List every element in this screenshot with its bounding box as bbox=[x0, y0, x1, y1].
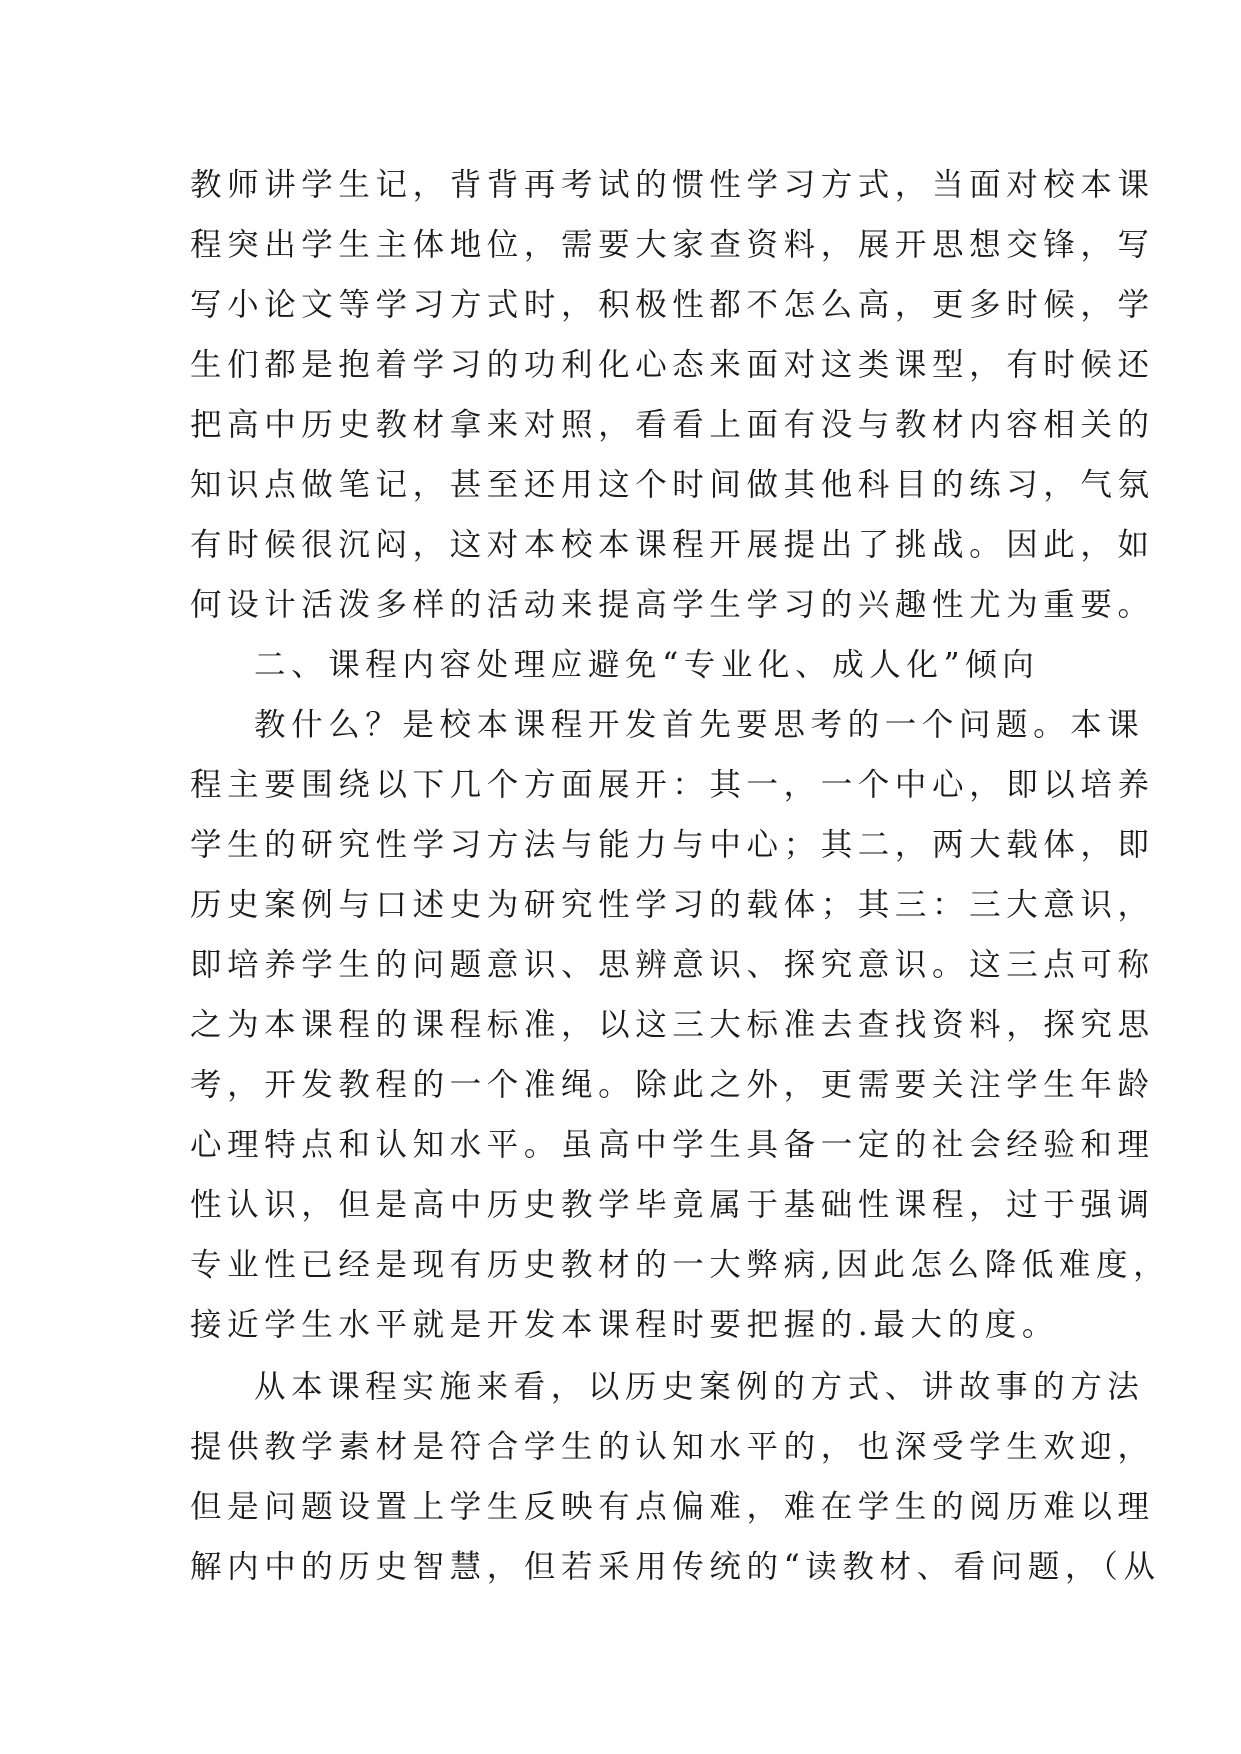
text-line: 即培养学生的问题意识、思辨意识、探究意识。这三点可称 bbox=[190, 947, 1155, 983]
text-line: 教什么？是校本课程开发首先要思考的一个问题。本课 bbox=[254, 707, 1145, 743]
text-line: 性认识，但是高中历史教学毕竟属于基础性课程，过于强调 bbox=[190, 1187, 1155, 1223]
text-line: 专业性已经是现有历史教材的一大弊病,因此怎么降低难度， bbox=[190, 1247, 1171, 1283]
document-body bbox=[190, 155, 1171, 1597]
text-line: 心理特点和认知水平。虽高中学生具备一定的社会经验和理 bbox=[190, 1127, 1155, 1163]
text-line: 接近学生水平就是开发本课程时要把握的.最大的度。 bbox=[190, 1307, 1059, 1343]
text-line: 但是问题设置上学生反映有点偏难，难在学生的阅历难以理 bbox=[190, 1489, 1155, 1525]
paragraph-3 bbox=[190, 1357, 1161, 1597]
text-line: 考，开发教程的一个准绳。除此之外，更需要关注学生年龄 bbox=[190, 1067, 1155, 1103]
text-line: 生们都是抱着学习的功利化心态来面对这类课型，有时候还 bbox=[190, 347, 1155, 383]
text-line: 学生的研究性学习方法与能力与中心；其二，两大载体，即 bbox=[190, 827, 1155, 863]
text-line: 写小论文等学习方式时，积极性都不怎么高，更多时候，学 bbox=[190, 287, 1155, 323]
text-line: 从本课程实施来看，以历史案例的方式、讲故事的方法 bbox=[254, 1369, 1145, 1405]
paragraph-2 bbox=[190, 695, 1171, 1355]
text-line: 把高中历史教材拿来对照，看看上面有没与教材内容相关的 bbox=[190, 407, 1155, 443]
text-line: 教师讲学生记，背背再考试的惯性学习方式，当面对校本课 bbox=[190, 167, 1155, 203]
text-line: 历史案例与口述史为研究性学习的载体；其三：三大意识， bbox=[190, 887, 1155, 923]
text-line: 之为本课程的课程标准，以这三大标准去查找资料，探究思 bbox=[190, 1007, 1155, 1043]
paragraph-1 bbox=[190, 155, 1155, 635]
text-line: 知识点做笔记，甚至还用这个时间做其他科目的练习，气氛 bbox=[190, 467, 1155, 503]
text-line: 何设计活泼多样的活动来提高学生学习的兴趣性尤为重要。 bbox=[190, 587, 1155, 623]
text-line: 程主要围绕以下几个方面展开：其一，一个中心，即以培养 bbox=[190, 767, 1155, 803]
text-line: 有时候很沉闷，这对本校本课程开展提出了挑战。因此，如 bbox=[190, 527, 1155, 563]
text-line: 提供教学素材是符合学生的认知水平的，也深受学生欢迎， bbox=[190, 1429, 1155, 1465]
section-heading: 二、课程内容处理应避免“专业化、成人化”倾向 bbox=[254, 647, 1040, 683]
text-line: 解内中的历史智慧，但若采用传统的“读教材、看问题，（从 bbox=[190, 1549, 1161, 1585]
text-line: 程突出学生主体地位，需要大家查资料，展开思想交锋，写 bbox=[190, 227, 1155, 263]
